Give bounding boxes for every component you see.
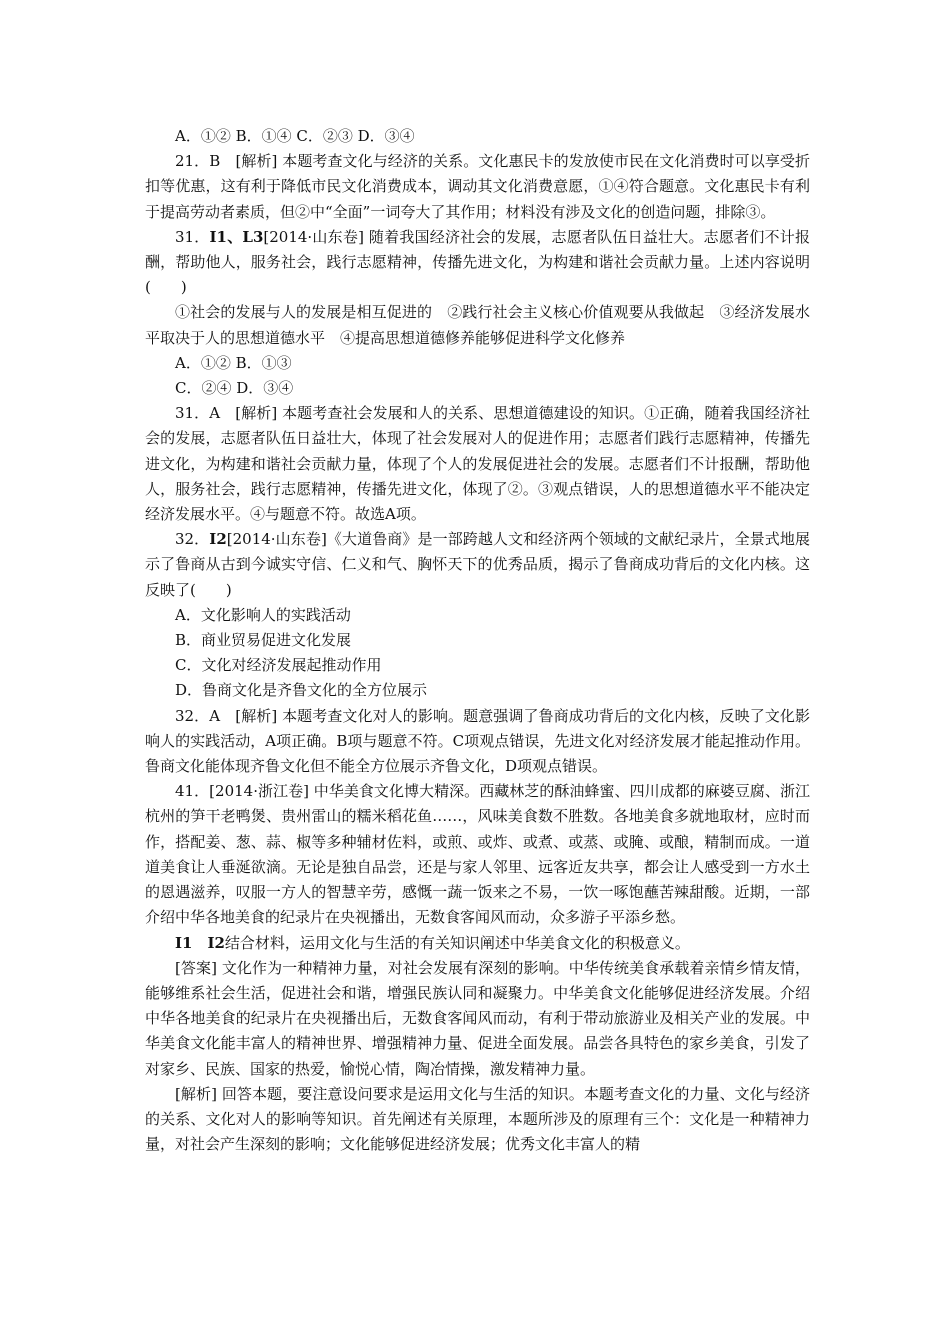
q31-code: I1、L3 <box>209 227 264 246</box>
q32-text: [2014·山东卷]《大道鲁商》是一部跨越人文和经济两个领域的文献纪录片，全景式地展示了鲁商从古到今诚实守信、仁义和气、胸怀天下的优秀品质，揭示了鲁商成功背后的文化内核。这反映了( ) <box>145 530 810 599</box>
q31-options-row2: C．②④ D．③④ <box>175 379 294 398</box>
q41-question <box>145 931 810 956</box>
a21-tag: [解析] <box>235 152 278 171</box>
a31-analysis <box>145 401 810 527</box>
a41-answer-text: 文化作为一种精神力量，对社会发展有深刻的影响。中华传统美食承载着亲情乡情友情，能够维系社会生活，促进社会和谐，增强民族认同和凝聚力。中华美食文化能够促进经济发展。介绍中华各地美食的纪录片在央视播出后，无数食客闻风而动，有利于带动旅游业及相关产业的发展。中华美食文化能丰富人的精神世界、增强精神力量、促进全面发展。品尝各具特色的家乡美食，引发了对家乡、民族、国家的热爱，愉悦心情，陶冶情操，激发精神力量。 <box>145 958 810 1078</box>
q32-option-b: B．商业贸易促进文化发展 <box>175 631 352 650</box>
q31-statements: ①社会的发展与人的发展是相互促进的 ②践行社会主义核心价值观要从我做起 ③经济发展水平取决于人的思想道德水平 ④提高思想道德修养能够促进科学文化修养 <box>145 303 810 347</box>
q41-sub-text: 结合材料，运用文化与生活的有关知识阐述中华美食文化的积极意义。 <box>224 933 690 952</box>
q32-code: I2 <box>209 530 227 549</box>
q41-text: [2014·浙江卷] 中华美食文化博大精深。西藏林芝的酥油蜂蜜、四川成都的麻婆豆腐、浙江杭州的笋干老鸭煲、贵州雷山的糯米稻花鱼……，风味美食数不胜数。各地美食多就地取材，应时而作，搭配姜、葱、蒜、椒等多种辅材佐料，或煎、或炸、或煮、或蒸、或腌、或酿，精制而成。一道道美食让人垂涎欲滴。无论是独自品尝，还是与家人邻里、远客近友共享，都会让人感受到一方水土的恩遇滋养，叹服一方人的智慧辛劳，感慨一蔬一饭来之不易，一饮一啄饱蘸苦辣甜酸。近期，一部介绍中华各地美食的纪录片在央视播出，无数食客闻风而动，众多游子平添乡愁。 <box>145 782 810 927</box>
q31-text: [2014·山东卷] 随着我国经济社会的发展，志愿者队伍日益壮大。志愿者们不计报酬，帮助他人，服务社会，践行志愿精神，传播先进文化，为构建和谐社会贡献力量。上述内容说明( ) <box>145 227 810 297</box>
a32-head: 32．A <box>175 706 236 725</box>
q32-option-a: A．文化影响人的实践活动 <box>175 605 351 624</box>
a21-analysis <box>145 149 810 225</box>
q31-options-row1: A．①② B．①③ <box>175 353 292 372</box>
a32-analysis <box>145 704 810 780</box>
document-page <box>145 124 810 1157</box>
a31-head: 31．A <box>175 404 236 423</box>
q41-material <box>145 779 810 930</box>
a41-analysis-text: 回答本题，要注意设问要求是运用文化与生活的知识。本题考查文化的力量、文化与经济的关系、文化对人的影响等知识。首先阐述有关原理，本题所涉及的原理有三个：文化是一种精神力量，对社会产生深刻的影响；文化能够促进经济发展；优秀文化丰富人的精 <box>145 1084 810 1154</box>
a32-text: 本题考查文化对人的影响。题意强调了鲁商成功背后的文化内核，反映了文化影响人的实践活动，A项正确。B项与题意不符。C项观点错误，先进文化对经济发展才能起推动作用。鲁商文化能体现齐鲁文化但不能全方位展示齐鲁文化，D项观点错误。 <box>145 706 810 776</box>
a32-tag: [解析] <box>235 706 278 725</box>
q41-num: 41． <box>175 782 210 801</box>
a41-answer-tag: [答案] <box>175 958 217 977</box>
a41-answer <box>145 956 810 1082</box>
a21-text: 本题考查文化与经济的关系。文化惠民卡的发放使市民在文化消费时可以享受折扣等优惠，这有利于降低市民文化消费成本，调动其文化消费意愿，①④符合题意。文化惠民卡有利于提高劳动者素质，但②中“全面”一词夸大了其作用；材料没有涉及文化的创造问题，排除③。 <box>145 152 810 221</box>
q41-sub-code: I1 I2 <box>175 933 225 952</box>
a41-analysis <box>145 1082 810 1158</box>
a31-text: 本题考查社会发展和人的关系、思想道德建设的知识。①正确，随着我国经济社会的发展，志愿者队伍日益壮大，体现了社会发展对人的促进作用；志愿者们践行志愿精神，传播先进文化，为构建和谐社会贡献力量，体现了个人的发展促进社会的发展。志愿者们不计报酬，帮助他人，服务社会，践行志愿精神，传播先进文化，体现了②。③观点错误，人的思想道德水平不能决定经济发展水平。④与题意不符。故选A项。 <box>145 404 810 524</box>
q31-num: 31． <box>175 227 210 246</box>
q32-stem <box>145 527 810 603</box>
q20-options: A．①② B．①④ C．②③ D．③④ <box>175 127 415 145</box>
a31-tag: [解析] <box>235 404 278 423</box>
q32-num: 32． <box>175 530 210 549</box>
q32-option-c: C．文化对经济发展起推动作用 <box>175 656 382 675</box>
q31-stem <box>145 225 810 301</box>
a41-analysis-tag: [解析] <box>175 1084 217 1103</box>
q32-option-d: D．鲁商文化是齐鲁文化的全方位展示 <box>175 681 428 700</box>
a21-head: 21．B <box>175 152 236 171</box>
